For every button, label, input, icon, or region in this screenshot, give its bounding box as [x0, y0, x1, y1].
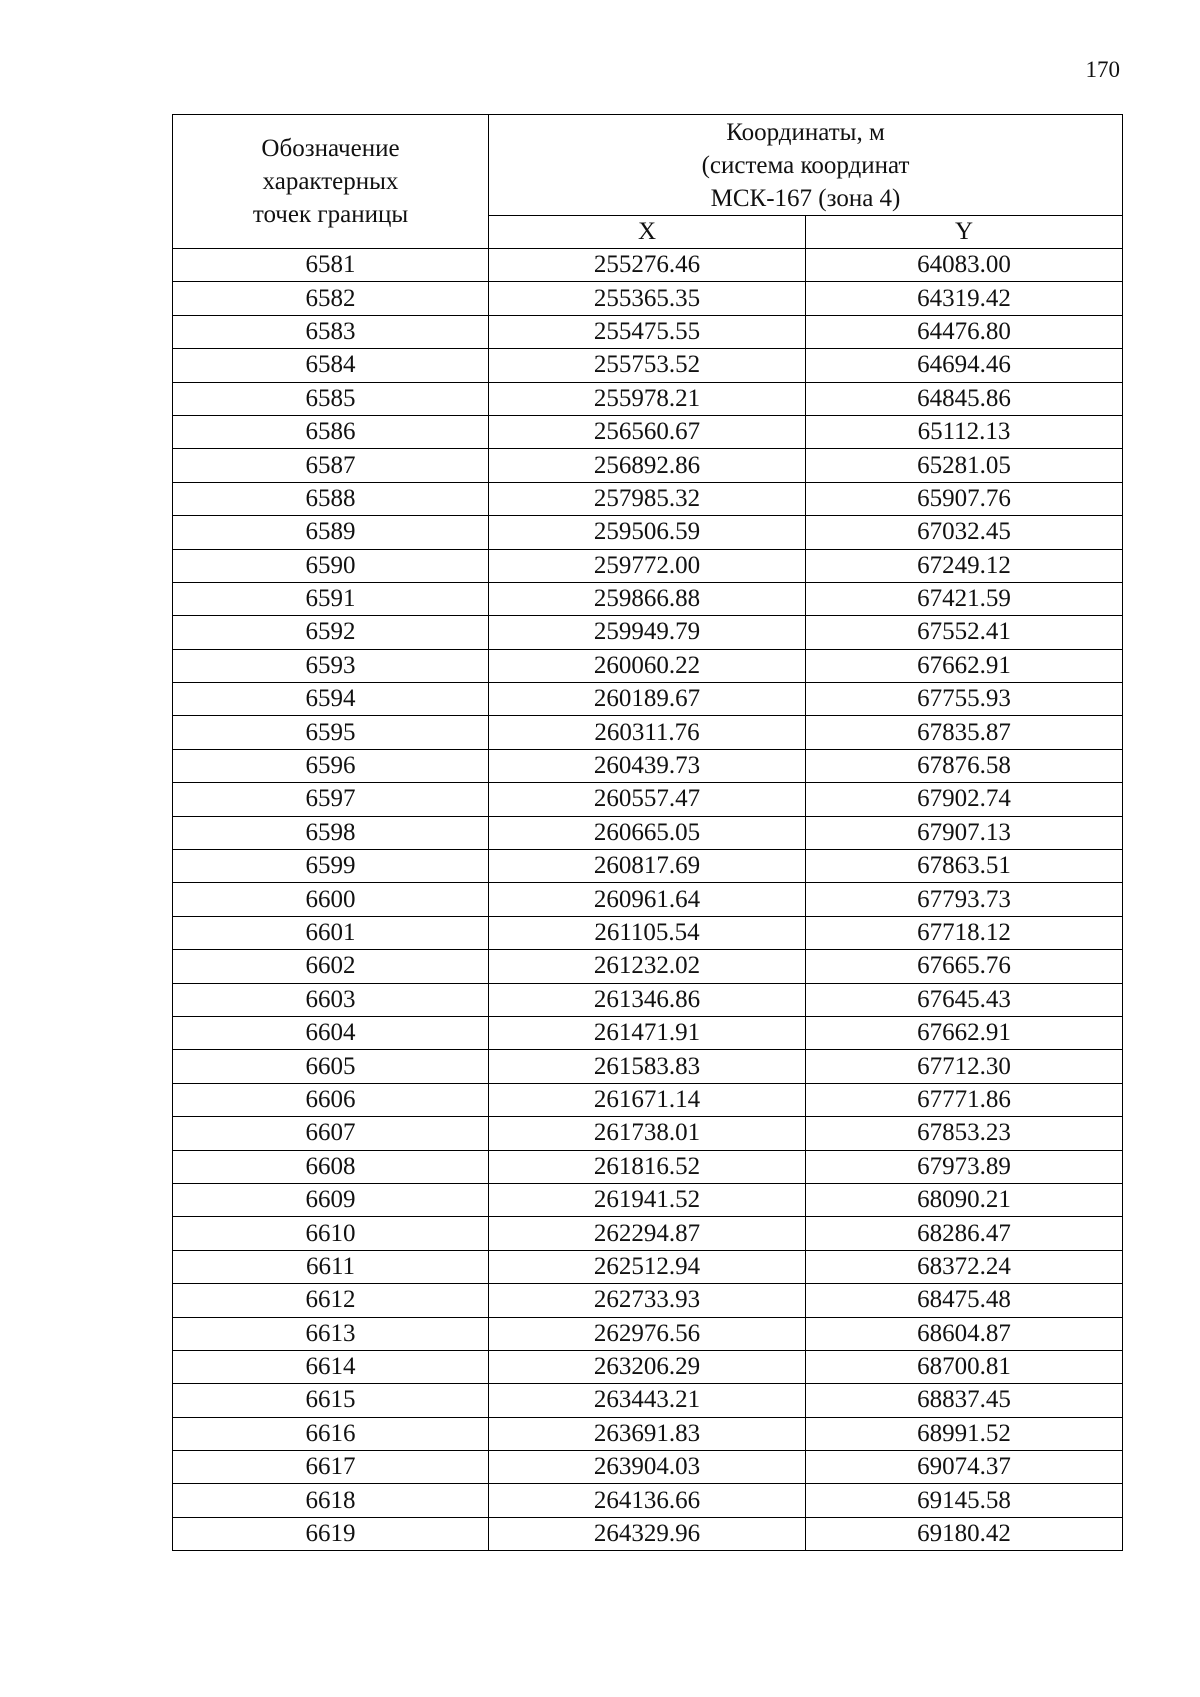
header-coordinates — [489, 115, 1123, 216]
cell-x: 260189.67 — [489, 683, 806, 716]
cell-point: 6603 — [173, 983, 489, 1016]
table-row — [173, 683, 1123, 716]
cell-point: 6616 — [173, 1417, 489, 1450]
cell-x: 255276.46 — [489, 249, 806, 282]
cell-point: 6583 — [173, 315, 489, 348]
cell-point: 6605 — [173, 1050, 489, 1083]
cell-y: 64083.00 — [806, 249, 1123, 282]
cell-y: 64476.80 — [806, 315, 1123, 348]
cell-y: 67662.91 — [806, 649, 1123, 682]
cell-x: 255475.55 — [489, 315, 806, 348]
cell-point: 6594 — [173, 683, 489, 716]
table-row — [173, 1117, 1123, 1150]
table-row — [173, 349, 1123, 382]
cell-point: 6582 — [173, 282, 489, 315]
cell-point: 6613 — [173, 1317, 489, 1350]
table-row — [173, 1016, 1123, 1049]
cell-x: 261471.91 — [489, 1016, 806, 1049]
cell-y: 68372.24 — [806, 1250, 1123, 1283]
cell-point: 6615 — [173, 1384, 489, 1417]
table-row — [173, 582, 1123, 615]
cell-y: 64319.42 — [806, 282, 1123, 315]
header-coords-line-3: МСК-167 (зона 4) — [710, 184, 901, 212]
cell-point: 6617 — [173, 1451, 489, 1484]
cell-point: 6584 — [173, 349, 489, 382]
cell-point: 6589 — [173, 516, 489, 549]
table-row — [173, 415, 1123, 448]
table-row — [173, 549, 1123, 582]
cell-y: 65907.76 — [806, 482, 1123, 515]
cell-y: 67032.45 — [806, 516, 1123, 549]
cell-x: 262294.87 — [489, 1217, 806, 1250]
table-row — [173, 449, 1123, 482]
table-row — [173, 282, 1123, 315]
cell-y: 67421.59 — [806, 582, 1123, 615]
table-row — [173, 1417, 1123, 1450]
cell-point: 6587 — [173, 449, 489, 482]
table-row — [173, 983, 1123, 1016]
cell-y: 68090.21 — [806, 1183, 1123, 1216]
table-row — [173, 382, 1123, 415]
cell-point: 6597 — [173, 783, 489, 816]
cell-point: 6610 — [173, 1217, 489, 1250]
header-coords-line-1: Координаты, м — [726, 118, 885, 146]
table-row — [173, 950, 1123, 983]
cell-x: 261583.83 — [489, 1050, 806, 1083]
cell-x: 261232.02 — [489, 950, 806, 983]
cell-x: 263904.03 — [489, 1451, 806, 1484]
table-row — [173, 783, 1123, 816]
cell-point: 6611 — [173, 1250, 489, 1283]
table-row — [173, 249, 1123, 282]
cell-x: 259772.00 — [489, 549, 806, 582]
cell-y: 67249.12 — [806, 549, 1123, 582]
cell-x: 260060.22 — [489, 649, 806, 682]
cell-x: 259506.59 — [489, 516, 806, 549]
cell-x: 261816.52 — [489, 1150, 806, 1183]
cell-x: 260817.69 — [489, 850, 806, 883]
cell-point: 6606 — [173, 1083, 489, 1116]
cell-y: 67712.30 — [806, 1050, 1123, 1083]
table-row — [173, 916, 1123, 949]
cell-y: 67755.93 — [806, 683, 1123, 716]
cell-point: 6607 — [173, 1117, 489, 1150]
cell-y: 67662.91 — [806, 1016, 1123, 1049]
table-row — [173, 816, 1123, 849]
cell-x: 262512.94 — [489, 1250, 806, 1283]
cell-point: 6619 — [173, 1517, 489, 1550]
table-row — [173, 1350, 1123, 1383]
header-y: Y — [806, 216, 1123, 249]
cell-x: 261105.54 — [489, 916, 806, 949]
table-row — [173, 1050, 1123, 1083]
cell-y: 67718.12 — [806, 916, 1123, 949]
table-body — [173, 249, 1123, 1551]
header-row-main — [173, 115, 1123, 216]
cell-point: 6609 — [173, 1183, 489, 1216]
cell-point: 6596 — [173, 749, 489, 782]
cell-y: 67902.74 — [806, 783, 1123, 816]
cell-y: 69180.42 — [806, 1517, 1123, 1550]
cell-x: 260961.64 — [489, 883, 806, 916]
table-row — [173, 883, 1123, 916]
cell-y: 65112.13 — [806, 415, 1123, 448]
cell-y: 68286.47 — [806, 1217, 1123, 1250]
cell-y: 68604.87 — [806, 1317, 1123, 1350]
cell-x: 261738.01 — [489, 1117, 806, 1150]
cell-y: 67876.58 — [806, 749, 1123, 782]
header-coords-line-2: (система координат — [701, 151, 910, 179]
table-header — [173, 115, 1123, 249]
table-row — [173, 1451, 1123, 1484]
cell-x: 260557.47 — [489, 783, 806, 816]
cell-y: 67973.89 — [806, 1150, 1123, 1183]
table-row — [173, 749, 1123, 782]
cell-y: 67835.87 — [806, 716, 1123, 749]
cell-point: 6586 — [173, 415, 489, 448]
table-row — [173, 1250, 1123, 1283]
cell-y: 65281.05 — [806, 449, 1123, 482]
cell-point: 6595 — [173, 716, 489, 749]
cell-y: 67552.41 — [806, 616, 1123, 649]
cell-point: 6602 — [173, 950, 489, 983]
cell-x: 260439.73 — [489, 749, 806, 782]
page-number: 170 — [1085, 57, 1120, 82]
cell-x: 263691.83 — [489, 1417, 806, 1450]
table-row — [173, 1284, 1123, 1317]
header-point-designation — [173, 115, 489, 249]
cell-x: 264136.66 — [489, 1484, 806, 1517]
cell-x: 259866.88 — [489, 582, 806, 615]
cell-x: 259949.79 — [489, 616, 806, 649]
cell-point: 6581 — [173, 249, 489, 282]
cell-point: 6598 — [173, 816, 489, 849]
table-row — [173, 1083, 1123, 1116]
cell-point: 6608 — [173, 1150, 489, 1183]
cell-point: 6601 — [173, 916, 489, 949]
cell-x: 262976.56 — [489, 1317, 806, 1350]
table-row — [173, 516, 1123, 549]
cell-y: 64694.46 — [806, 349, 1123, 382]
cell-point: 6592 — [173, 616, 489, 649]
cell-x: 262733.93 — [489, 1284, 806, 1317]
table-row — [173, 1183, 1123, 1216]
cell-y: 67863.51 — [806, 850, 1123, 883]
cell-y: 67793.73 — [806, 883, 1123, 916]
cell-x: 263443.21 — [489, 1384, 806, 1417]
cell-x: 256560.67 — [489, 415, 806, 448]
cell-point: 6600 — [173, 883, 489, 916]
table-row — [173, 482, 1123, 515]
cell-x: 255753.52 — [489, 349, 806, 382]
cell-y: 68475.48 — [806, 1284, 1123, 1317]
cell-y: 69145.58 — [806, 1484, 1123, 1517]
table-row — [173, 1317, 1123, 1350]
cell-point: 6591 — [173, 582, 489, 615]
cell-x: 256892.86 — [489, 449, 806, 482]
cell-y: 67853.23 — [806, 1117, 1123, 1150]
table-row — [173, 1217, 1123, 1250]
cell-y: 67645.43 — [806, 983, 1123, 1016]
header-x: X — [489, 216, 806, 249]
cell-x: 260311.76 — [489, 716, 806, 749]
cell-point: 6599 — [173, 850, 489, 883]
cell-x: 255978.21 — [489, 382, 806, 415]
cell-point: 6612 — [173, 1284, 489, 1317]
cell-y: 68991.52 — [806, 1417, 1123, 1450]
cell-y: 68837.45 — [806, 1384, 1123, 1417]
table-row — [173, 1484, 1123, 1517]
cell-point: 6614 — [173, 1350, 489, 1383]
table-row — [173, 1517, 1123, 1550]
cell-point: 6585 — [173, 382, 489, 415]
table-row — [173, 1150, 1123, 1183]
cell-x: 260665.05 — [489, 816, 806, 849]
cell-x: 261671.14 — [489, 1083, 806, 1116]
table-row — [173, 315, 1123, 348]
cell-point: 6618 — [173, 1484, 489, 1517]
cell-x: 255365.35 — [489, 282, 806, 315]
cell-y: 67665.76 — [806, 950, 1123, 983]
cell-point: 6588 — [173, 482, 489, 515]
header-point-line-2: характерных — [262, 168, 399, 195]
cell-y: 69074.37 — [806, 1451, 1123, 1484]
table-row — [173, 1384, 1123, 1417]
cell-point: 6590 — [173, 549, 489, 582]
cell-y: 67771.86 — [806, 1083, 1123, 1116]
header-point-line-1: Обозначение — [261, 135, 400, 162]
table-row — [173, 649, 1123, 682]
cell-x: 261941.52 — [489, 1183, 806, 1216]
cell-x: 257985.32 — [489, 482, 806, 515]
cell-point: 6593 — [173, 649, 489, 682]
cell-y: 68700.81 — [806, 1350, 1123, 1383]
cell-x: 264329.96 — [489, 1517, 806, 1550]
cell-y: 64845.86 — [806, 382, 1123, 415]
coordinates-table — [172, 114, 1123, 1551]
cell-x: 263206.29 — [489, 1350, 806, 1383]
cell-y: 67907.13 — [806, 816, 1123, 849]
table-row — [173, 716, 1123, 749]
cell-x: 261346.86 — [489, 983, 806, 1016]
table-row — [173, 616, 1123, 649]
table-row — [173, 850, 1123, 883]
header-point-line-3: точек границы — [252, 201, 409, 228]
cell-point: 6604 — [173, 1016, 489, 1049]
